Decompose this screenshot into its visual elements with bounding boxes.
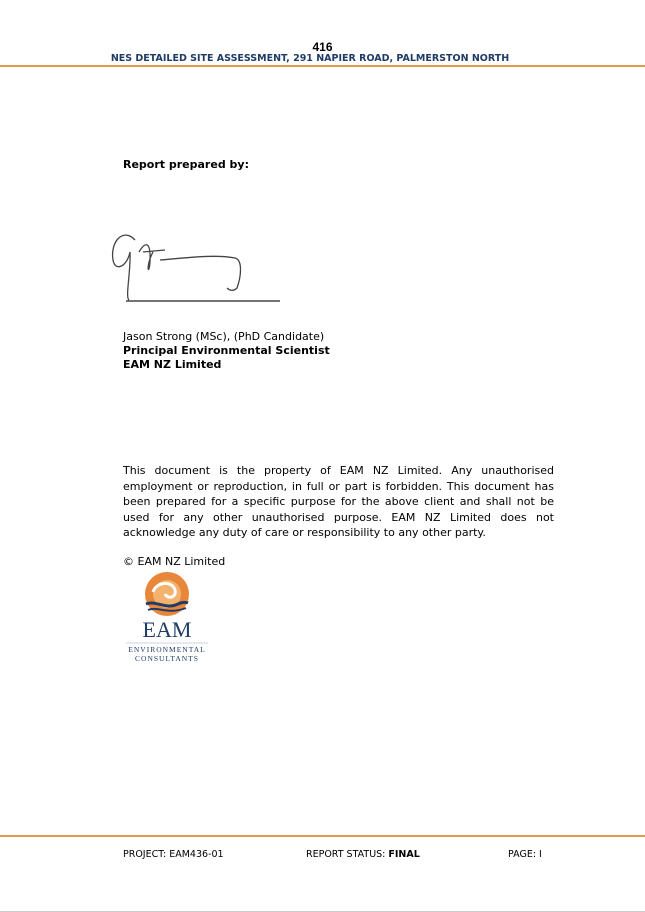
footer-status-label: REPORT STATUS: (306, 849, 389, 860)
author-block (123, 330, 330, 372)
author-name: Jason Strong (MSc), (PhD Candidate) (123, 330, 325, 343)
signature-image (105, 222, 285, 307)
footer-status-value: FINAL (388, 849, 420, 860)
footer-page-label: PAGE: (508, 849, 540, 860)
footer-page (508, 849, 542, 860)
footer-project-value: EAM436-01 (169, 849, 224, 860)
prepared-by-label: Report prepared by: (123, 158, 249, 171)
eam-logo (120, 570, 216, 666)
footer-status (306, 849, 420, 860)
footer-project (123, 849, 224, 860)
footer-rule (0, 835, 645, 837)
footer-project-label: PROJECT: (123, 849, 170, 860)
footer-page-value: I (539, 849, 542, 860)
author-role: Principal Environmental Scientist (123, 344, 330, 357)
copyright-text: © EAM NZ Limited (123, 555, 226, 568)
author-company: EAM NZ Limited (123, 358, 222, 371)
logo-line1: ENVIRONMENTAL (128, 645, 206, 654)
page-number: 416 (312, 40, 333, 54)
header-rule (0, 65, 645, 67)
logo-line2: CONSULTANTS (135, 654, 199, 663)
logo-name: EAM (142, 617, 192, 642)
disclaimer-text: This document is the property of EAM NZ Limited. Any unauthorised employment or reproduction, in full or part is forbidden. This document has been prepared for a specific purpose for the above client and shall not be used for any other unauthorised purpose. EAM NZ Limited does not acknowledge any duty of care or responsibility to any other party. (123, 464, 554, 539)
header-title: NES DETAILED SITE ASSESSMENT, 291 NAPIER ROAD, PALMERSTON NORTH (110, 53, 510, 64)
